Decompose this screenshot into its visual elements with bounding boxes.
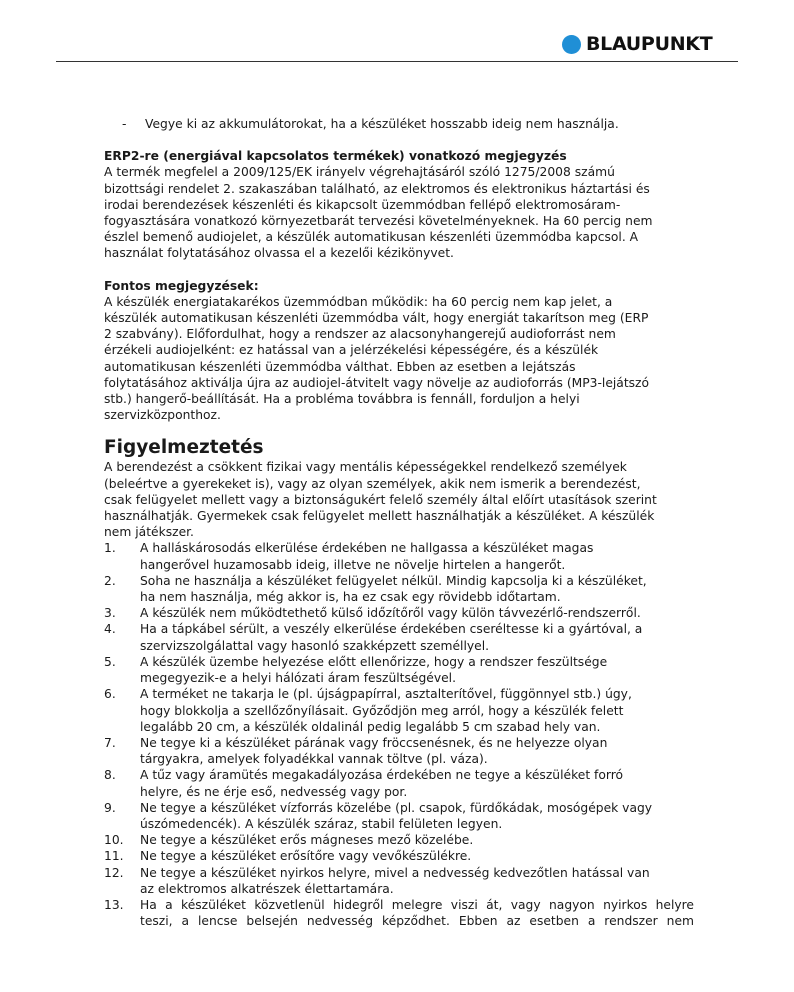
warning-line: (beleértve a gyerekeket is), vagy az olyan személyek, akik nem ismerik a berendezést,: [104, 476, 641, 491]
list-item: [104, 767, 694, 799]
list-item: [104, 540, 694, 572]
item-line: úszómedencék). A készülék száraz, stabil felületen legyen.: [140, 816, 503, 831]
item-line: szervizszolgálattal vagy hasonló szakképzett személlyel.: [140, 638, 490, 653]
item-line: ha nem használja, még akkor is, ha ez csak egy rövidebb időtartam.: [140, 590, 561, 605]
item-number: 3.: [104, 606, 116, 621]
item-number: 9.: [104, 800, 116, 815]
brand-dot-icon: [562, 35, 581, 54]
item-line: teszi, a lencse belsején nedvesség képződhet. Ebben az esetben a rendszer nem: [140, 914, 694, 929]
notes-line: folytatásához aktiválja újra az audiojel-átvitelt vagy növelje az audioforrás (MP3-lejátszó: [104, 375, 650, 390]
item-line: Ne tegye a készüléket erősítőre vagy vevőkészülékre.: [140, 849, 472, 864]
notes-line: készülék automatikusan készenléti üzemmódba vált, hogy energiát takarítson meg (ERP: [104, 311, 649, 326]
notes-line: automatikusan készenléti üzemmódba válthat. Ebben az esetben a lejátszás: [104, 359, 576, 374]
erp-line: bizottsági rendelet 2. szakaszában található, az elektromos és elektronikus háztartási és: [104, 181, 650, 196]
header-divider: [56, 61, 738, 62]
notes-line: 2 szabvány). Előfordulhat, hogy a rendszer az alacsonyhangerejű audioforrást nem: [104, 327, 616, 342]
erp-line: használat folytatásához olvassa el a kezelői kézikönyvet.: [104, 246, 454, 261]
item-line: legalább 20 cm, a készülék oldalinál pedig legalább 5 cm szabad hely van.: [140, 719, 601, 734]
warning-line: használhatják. Gyermekek csak felügyelet mellett használhatják a készüléket. A készülék: [104, 509, 655, 524]
item-line: A halláskárosodás elkerülése érdekében ne hallgassa a készüléket magas: [140, 541, 594, 556]
item-line: Ne tegye ki a készüléket párának vagy fröccsenésnek, és ne helyezze olyan: [140, 735, 608, 750]
item-number: 2.: [104, 573, 116, 588]
list-item: [104, 848, 694, 864]
item-line: Ha a tápkábel sérült, a veszély elkerülése érdekében cseréltesse ki a gyártóval, a: [140, 622, 643, 637]
item-number: 12.: [104, 865, 124, 880]
list-item: [104, 832, 694, 848]
item-number: 1.: [104, 541, 116, 556]
intro-bullet: [122, 116, 694, 132]
item-line: Ne tegye a készüléket nyirkos helyre, mivel a nedvesség kedvezőtlen hatással van: [140, 865, 650, 880]
notes-line: stb.) hangerő-beállítását. Ha a probléma továbbra is fennáll, forduljon a helyi: [104, 392, 580, 407]
list-item: [104, 621, 694, 653]
item-number: 6.: [104, 687, 116, 702]
list-item: [104, 897, 694, 929]
item-line: A terméket ne takarja le (pl. újságpapírral, asztalterítővel, függönnyel stb.) úgy,: [140, 687, 632, 702]
item-line: A tűz vagy áramütés megakadályozása érdekében ne tegye a készüléket forró: [140, 768, 624, 783]
notes-line: érzékeli audiojelként: ez hatással van a jelérzékelési képességére, és a készülék: [104, 343, 599, 358]
item-line: hogy blokkolja a szellőzőnyílásait. Győződjön meg arról, hogy a készülék felett: [140, 703, 624, 718]
warning-line: A berendezést a csökkent fizikai vagy mentális képességekkel rendelkező személyek: [104, 460, 627, 475]
item-number: 4.: [104, 622, 116, 637]
item-line: hangerővel huzamosabb ideig, illetve ne növelje hirtelen a hangerőt.: [140, 557, 566, 572]
item-number: 8.: [104, 768, 116, 783]
notes-line: A készülék energiatakarékos üzemmódban működik: ha 60 percig nem kap jelet, a: [104, 294, 613, 309]
item-number: 5.: [104, 654, 116, 669]
erp-heading: ERP2-re (energiával kapcsolatos termékek) vonatkozó megjegyzés: [104, 149, 567, 164]
list-item: [104, 573, 694, 605]
list-item: [104, 800, 694, 832]
item-line: A készülék nem működtethető külső időzítőről vagy külön távvezérlő-rendszerről.: [140, 606, 641, 621]
item-line: az elektromos alkatrészek élettartamára.: [140, 881, 394, 896]
item-line: megegyezik-e a helyi hálózati áram feszültségével.: [140, 671, 457, 686]
warning-line: csak felügyelet mellett vagy a biztonságukért felelő személy által előírt utasítások szerint: [104, 492, 657, 507]
list-item: [104, 735, 694, 767]
warning-section: [104, 437, 694, 929]
item-line: Ne tegye a készüléket vízforrás közelébe (pl. csapok, fürdőkádak, mosógépek vagy: [140, 800, 653, 815]
erp-section: [104, 148, 694, 261]
item-number: 13.: [104, 897, 124, 912]
notes-line: szervizközponthoz.: [104, 408, 221, 423]
item-line: Soha ne használja a készüléket felügyelet nélkül. Mindig kapcsolja ki a készüléket,: [140, 573, 647, 588]
list-item: [104, 865, 694, 897]
notes-heading: Fontos megjegyzések:: [104, 278, 259, 293]
item-line: Ne tegye a készüléket erős mágneses mező közelébe.: [140, 833, 474, 848]
document-body: [104, 116, 694, 929]
warning-heading: Figyelmeztetés: [104, 437, 264, 459]
bullet-dash: -: [122, 117, 127, 131]
erp-line: észlel bemenő audiojelet, a készülék automatikusan készenléti üzemmódba kapcsol. A: [104, 230, 639, 245]
brand-name: BLAUPUNKT: [586, 33, 713, 55]
erp-line: fogyasztására vonatkozó környezetbarát tervezési követelményeknek. Ha 60 percig nem: [104, 214, 653, 229]
list-item: [104, 605, 694, 621]
item-line: A készülék üzembe helyezése előtt ellenőrizze, hogy a rendszer feszültsége: [140, 654, 608, 669]
item-line: Ha a készüléket közvetlenül hidegről melegre viszi át, vagy nagyon nyirkos helyre: [140, 897, 694, 912]
erp-line: irodai berendezések készenléti és kikapcsolt üzemmódban fellépő elektromosáram-: [104, 197, 621, 212]
item-number: 10.: [104, 833, 124, 848]
warning-line: nem játékszer.: [104, 525, 194, 540]
erp-line: A termék megfelel a 2009/125/EK irányelv végrehajtásáról szóló 1275/2008 számú: [104, 165, 615, 180]
item-line: tárgyakra, amelyek folyadékkal vannak töltve (pl. váza).: [140, 752, 488, 767]
item-number: 7.: [104, 735, 116, 750]
item-line: helyre, és ne érje eső, nedvesség vagy por.: [140, 784, 408, 799]
page-header: [0, 0, 794, 62]
brand-logo: [562, 33, 712, 55]
list-item: [104, 654, 694, 686]
item-number: 11.: [104, 849, 124, 864]
list-item: [104, 686, 694, 735]
bullet-text: Vegye ki az akkumulátorokat, ha a készüléket hosszabb ideig nem használja.: [145, 117, 619, 131]
notes-section: [104, 278, 694, 424]
